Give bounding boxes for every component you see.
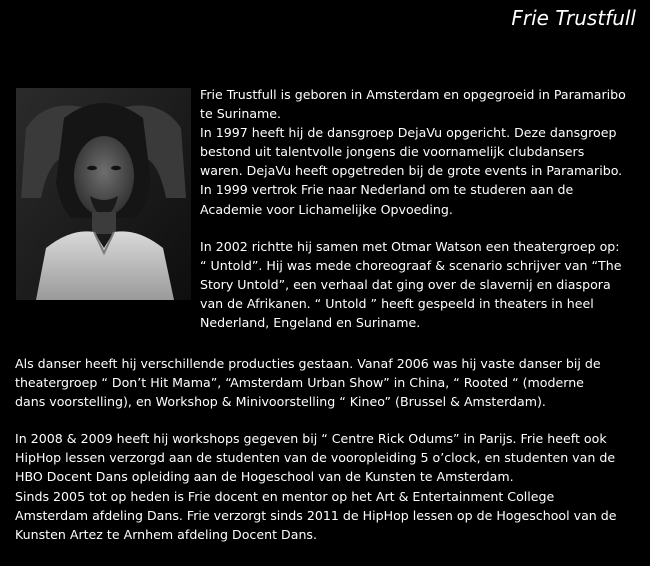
- intro-line: waren. DejaVu heeft opgetreden bij de grote events in Paramaribo.: [200, 163, 623, 179]
- intro-line: In 1999 vertrok Frie naar Nederland om te studeren aan de: [200, 182, 574, 198]
- teaching-line: Sinds 2005 tot op heden is Frie docent en mentor op het Art & Entertainment College: [15, 488, 555, 504]
- intro-line: te Suriname.: [200, 106, 282, 122]
- portrait-photo: [16, 88, 191, 300]
- productions-line: Als danser heeft hij verschillende producties gestaan. Vanaf 2006 was hij vaste danser bij de: [15, 356, 601, 371]
- intro-line: In 1997 heeft hij de dansgroep DejaVu opgericht. Deze dansgroep: [200, 125, 617, 141]
- portrait-photo-image: [16, 88, 191, 300]
- theater-line: van de Afrikanen. “ Untold ” heeft gespeeld in theaters in heel: [200, 295, 594, 311]
- theater-line: Story Untold”, een verhaal dat ging over de slavernij en diaspora: [200, 276, 611, 292]
- bio-full-width-section: [15, 354, 640, 544]
- theater-line: Nederland, Engeland en Suriname.: [200, 315, 421, 331]
- theater-line: “ Untold”. Hij was mede choreograaf & scenario schrijver van “The: [200, 257, 622, 273]
- productions-line: dans voorstelling), en Workshop & Minivoorstelling “ Kineo” (Brussel & Amsterdam).: [15, 394, 546, 410]
- paragraph-gap: [15, 411, 640, 429]
- page-title: Frie Trustfull: [511, 6, 636, 30]
- intro-line: Frie Trustfull is geboren in Amsterdam en opgegroeid in Paramaribo: [200, 87, 626, 102]
- teaching-line: Kunsten Artez te Arnhem afdeling Docent Dans.: [15, 526, 317, 542]
- teaching-line: HipHop lessen verzorgd aan de studenten van de vooropleiding 5 o’clock, en studenten van de: [15, 450, 616, 466]
- intro-line: Academie voor Lichamelijke Opvoeding.: [200, 201, 453, 217]
- productions-line: theatergroep “ Don’t Hit Mama”, “Amsterdam Urban Show” in China, “ Rooted “ (moderne: [15, 375, 584, 391]
- theater-line: In 2002 richtte hij samen met Otmar Watson een theatergroep op:: [200, 238, 620, 254]
- teaching-line: Amsterdam afdeling Dans. Frie verzorgt sinds 2011 de HipHop lessen op de Hogeschool van de: [15, 507, 617, 523]
- teaching-line: In 2008 & 2009 heeft hij workshops gegeven bij “ Centre Rick Odums” in Parijs. Frie heeft ook: [15, 431, 607, 447]
- paragraph-gap: [200, 219, 640, 237]
- teaching-line: HBO Docent Dans opleiding aan de Hogeschool van de Kunsten te Amsterdam.: [15, 469, 514, 485]
- bio-intro-column: [200, 85, 640, 332]
- intro-line: bestond uit talentvolle jongens die voornamelijk clubdansers: [200, 144, 585, 160]
